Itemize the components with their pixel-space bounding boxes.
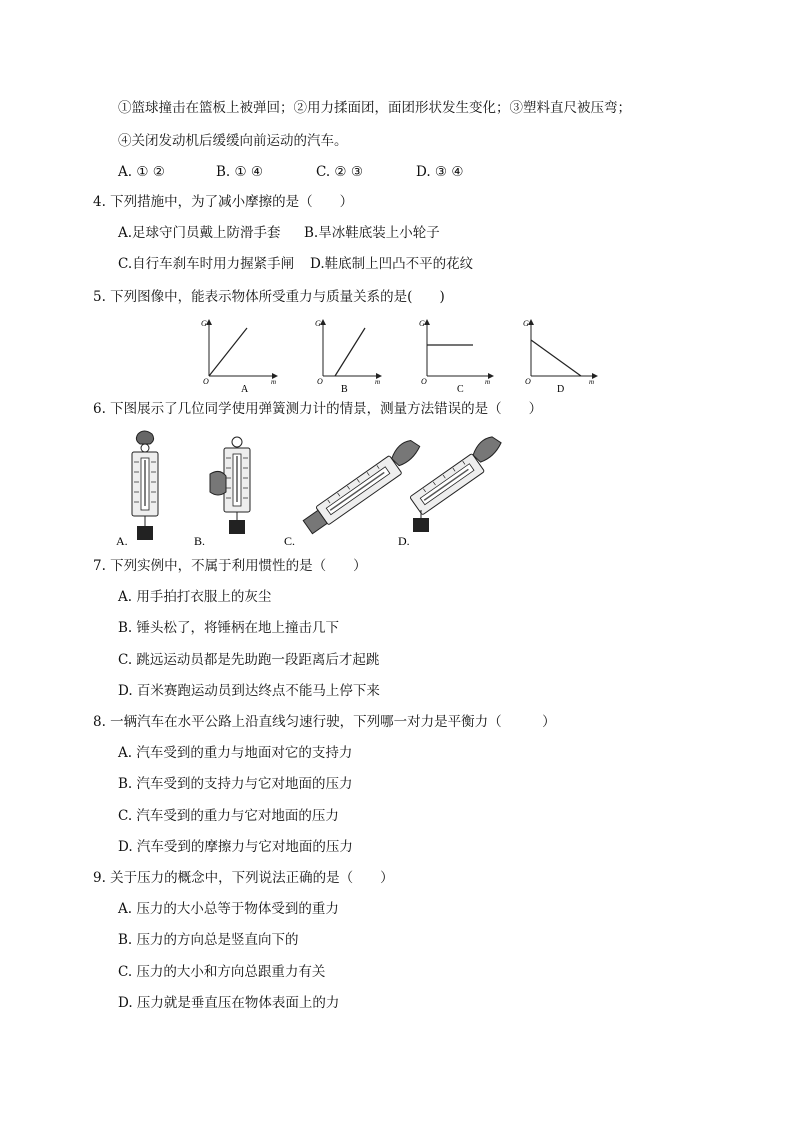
spring-scale-figures	[110, 428, 510, 550]
q5-stem: 5. 下列图像中，能表示物体所受重力与质量关系的是( )	[93, 289, 445, 305]
scale-d-label: D.	[398, 534, 410, 548]
graph-d-line	[531, 340, 581, 376]
graph-b-line	[335, 328, 365, 376]
q3-option-a: A. ① ②	[118, 164, 165, 180]
q9-option-b: B. 压力的方向总是竖直向下的	[118, 932, 299, 948]
graph-d-label: D	[557, 384, 565, 395]
graph-c	[419, 319, 493, 395]
q4-option-a: A.足球守门员戴上防滑手套	[118, 225, 281, 241]
q9-option-c: C. 压力的大小和方向总跟重力有关	[118, 964, 326, 980]
graph-a-origin: O	[203, 377, 209, 386]
q8-option-d: D. 汽车受到的摩擦力与它对地面的压力	[118, 839, 353, 855]
q6-figures	[110, 428, 510, 554]
q7-option-c: C. 跳远运动员都是先助跑一段距离后才起跳	[118, 652, 380, 668]
q3-option-b: B. ① ④	[216, 164, 263, 180]
scale-c-label: C.	[284, 534, 296, 548]
graph-c-g-label: G	[419, 319, 425, 328]
graph-a-label: A	[241, 384, 249, 395]
graph-a-m-label: m	[271, 378, 277, 386]
graph-a-line	[209, 328, 247, 376]
q7-option-a: A. 用手拍打衣服上的灰尘	[118, 589, 272, 605]
graph-c-label: C	[457, 384, 464, 395]
q7-stem: 7. 下列实例中，不属于利用惯性的是（ ）	[93, 558, 367, 574]
q9-stem: 9. 关于压力的概念中，下列说法正确的是（ ）	[93, 870, 394, 886]
graph-b-origin: O	[317, 377, 323, 386]
q4-option-b: B.旱冰鞋底装上小轮子	[304, 225, 440, 241]
scale-b-label: B.	[194, 534, 206, 548]
q7-option-d: D. 百米赛跑运动员到达终点不能马上停下来	[118, 683, 380, 699]
q5-graphs	[195, 314, 605, 398]
q6-stem: 6. 下图展示了几位同学使用弹簧测力计的情景，测量方法错误的是（ ）	[93, 401, 543, 417]
graph-a-g-label: G	[201, 319, 207, 328]
q8-option-c: C. 汽车受到的重力与它对地面的压力	[118, 808, 339, 824]
graph-d-g-label: G	[523, 319, 529, 328]
scale-a-label: A.	[116, 534, 128, 548]
graph-b-label: B	[341, 384, 348, 395]
graph-d-m-label: m	[589, 378, 595, 386]
q8-option-a: A. 汽车受到的重力与地面对它的支持力	[118, 745, 353, 761]
q9-option-d: D. 压力就是垂直压在物体表面上的力	[118, 995, 340, 1011]
q4-option-d: D.鞋底制上凹凸不平的花纹	[310, 256, 474, 272]
graph-a	[201, 319, 277, 395]
q8-option-b: B. 汽车受到的支持力与它对地面的压力	[118, 776, 353, 792]
q8-stem: 8. 一辆汽车在水平公路上沿直线匀速行驶，下列哪一对力是平衡力（ ）	[93, 714, 556, 730]
scale-d	[407, 433, 509, 532]
q3-option-c: C. ② ③	[316, 164, 363, 180]
q3-line2: ④关闭发动机后缓缓向前运动的汽车。	[118, 133, 348, 149]
graph-d-origin: O	[525, 377, 531, 386]
q3-option-d: D. ③ ④	[416, 164, 464, 180]
q7-option-b: B. 锤头松了，将锤柄在地上撞击几下	[118, 620, 340, 636]
scale-b	[210, 437, 250, 534]
q3-line1: ①篮球撞击在篮板上被弹回；②用力揉面团，面团形状发生变化；③塑料直尺被压弯；	[118, 100, 631, 116]
graph-b-m-label: m	[375, 378, 381, 386]
scale-a	[132, 431, 158, 540]
q4-option-c: C.自行车刹车时用力握紧手闸	[118, 256, 295, 272]
scale-c	[300, 436, 427, 535]
q5-graphs-figure	[195, 314, 605, 402]
graph-b	[315, 319, 381, 395]
q9-option-a: A. 压力的大小总等于物体受到的重力	[118, 901, 339, 917]
graph-d	[523, 319, 597, 395]
q4-stem: 4. 下列措施中，为了减小摩擦的是（ ）	[93, 194, 354, 210]
graph-b-g-label: G	[315, 319, 321, 328]
graph-c-origin: O	[421, 377, 427, 386]
graph-c-m-label: m	[485, 378, 491, 386]
